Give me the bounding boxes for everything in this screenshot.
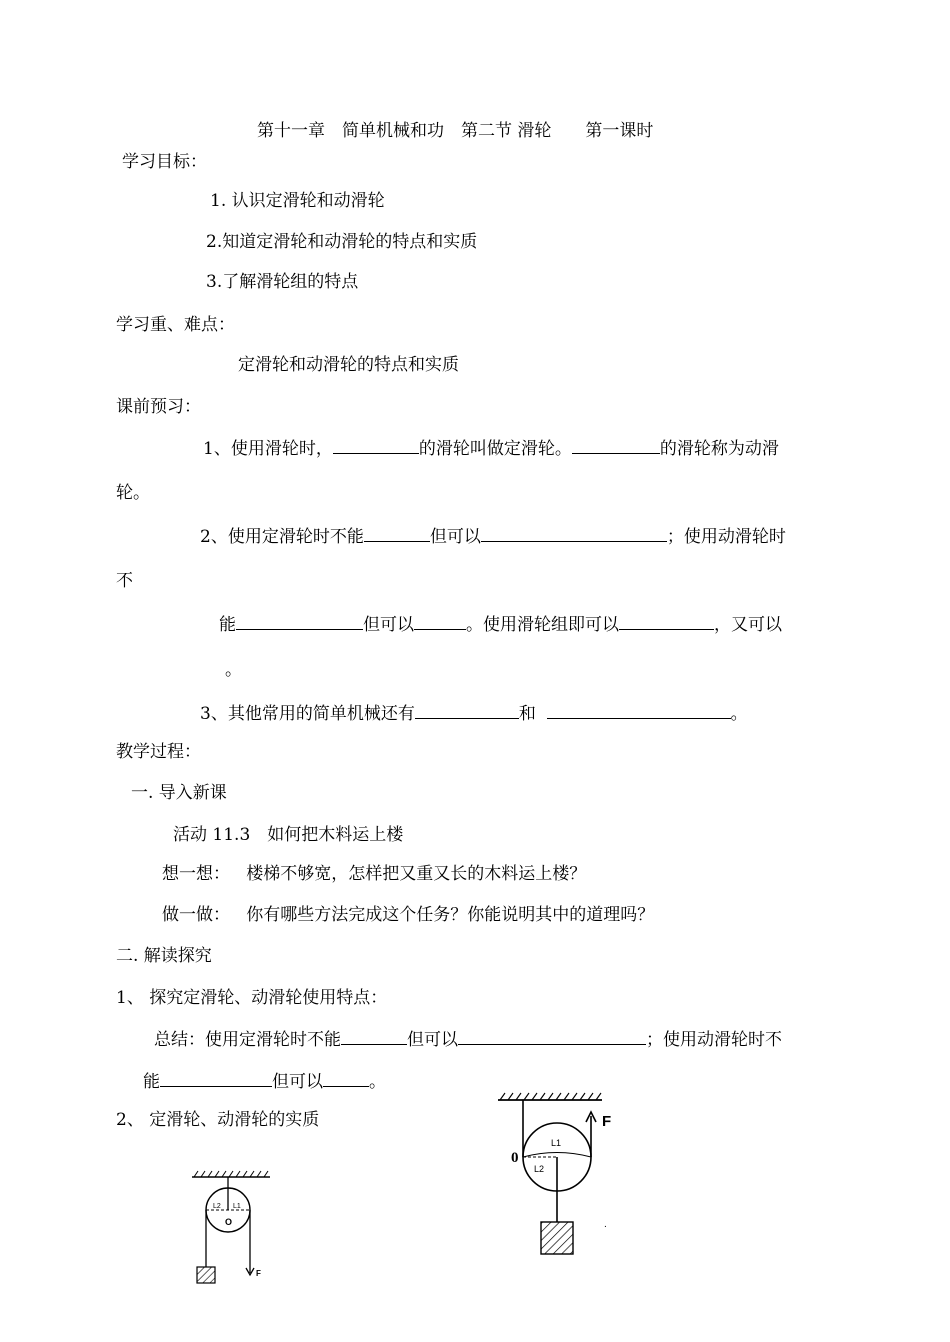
blank-field[interactable] <box>160 1070 272 1087</box>
do-text: 你有哪些方法完成这个任务？你能说明其中的道理吗？ <box>246 905 655 925</box>
blank-field[interactable] <box>236 613 363 630</box>
fixed-l2-label: L2 <box>213 1203 221 1210</box>
summary-text-e: 但可以 <box>272 1072 323 1092</box>
preview-q2-text-f: 但可以 <box>363 615 414 635</box>
blank-field[interactable] <box>458 1028 646 1045</box>
section-1-heading: 一. 导入新课 <box>131 783 227 803</box>
blank-field[interactable] <box>619 613 714 630</box>
preview-q2-tail: 不 <box>116 571 133 591</box>
objective-item-3: 3.了解滑轮组的特点 <box>206 272 359 292</box>
preview-q1-line <box>203 437 779 459</box>
key-points-text: 定滑轮和动滑轮的特点和实质 <box>238 355 459 375</box>
preview-q3-text-a: 3、其他常用的简单机械还有 <box>200 704 415 724</box>
page-title: 第十一章 简单机械和功 第二节 滑轮 第一课时 <box>257 121 654 141</box>
fixed-o-label: O <box>225 1217 233 1227</box>
fixed-pulley-diagram <box>188 1170 298 1300</box>
blank-field[interactable] <box>333 437 419 454</box>
summary-text-f: 。 <box>369 1072 386 1092</box>
movable-pulley-diagram <box>494 1092 634 1272</box>
lever-arm <box>523 1153 591 1158</box>
fixed-force-label: F <box>256 1269 261 1278</box>
preview-q2-text-h: ，又可以 <box>714 615 782 635</box>
objectives-heading: 学习目标： <box>122 152 207 172</box>
preview-q3-line <box>200 702 748 724</box>
blank-field[interactable] <box>414 613 466 630</box>
blank-field[interactable] <box>323 1070 369 1087</box>
blank-field[interactable] <box>481 525 667 542</box>
preview-q2-text-c: ；使用动滑轮时 <box>666 527 786 547</box>
think-label: 想一想： <box>162 864 230 884</box>
preview-q2-period: 。 <box>225 660 242 680</box>
fixed-l1-label: L1 <box>233 1203 241 1210</box>
preview-q2-line <box>200 525 786 547</box>
blank-field[interactable] <box>341 1028 407 1045</box>
explore-item-1: 1、 探究定滑轮、动滑轮使用特点： <box>116 988 388 1008</box>
explore-item-2: 2、 定滑轮、动滑轮的实质 <box>116 1110 320 1130</box>
summary-text-a: 总结：使用定滑轮时不能 <box>154 1030 341 1050</box>
preview-q1-tail: 轮。 <box>116 483 150 503</box>
objective-item-2: 2.知道定滑轮和动滑轮的特点和实质 <box>206 232 478 252</box>
preview-q1-text-b: 的滑轮叫做定滑轮。 <box>418 439 572 459</box>
preview-q3-text-c: 。 <box>730 704 748 724</box>
summary-line <box>154 1028 782 1050</box>
ceiling-hatch <box>194 1171 268 1177</box>
do-label: 做一做： <box>162 905 230 925</box>
think-text: 楼梯不够宽，怎样把又重又长的木料运上楼？ <box>246 864 587 884</box>
think-line <box>162 864 586 884</box>
preview-q2-text-b: 但可以 <box>429 527 481 547</box>
key-points-heading: 学习重、难点： <box>116 315 235 335</box>
preview-q2-text-e: 能 <box>219 615 236 635</box>
summary-text-d: 能 <box>143 1072 160 1092</box>
preview-q2-line2 <box>219 613 782 635</box>
preview-q3-text-b: 和 <box>518 704 536 724</box>
blank-field[interactable] <box>415 702 519 719</box>
do-line <box>162 905 654 925</box>
objective-item-1: 1. 认识定滑轮和动滑轮 <box>210 191 385 211</box>
summary-line2 <box>143 1070 386 1092</box>
activity-title: 活动 11.3 如何把木料运上楼 <box>173 825 404 845</box>
process-heading: 教学过程： <box>116 742 201 762</box>
blank-field[interactable] <box>364 525 430 542</box>
blank-field[interactable] <box>547 702 731 719</box>
preview-q2-text-a: 2、使用定滑轮时不能 <box>200 527 364 547</box>
preview-heading: 课前预习： <box>116 397 201 417</box>
section-2-heading: 二. 解读探究 <box>116 946 212 966</box>
preview-q1-text-a: 1、使用滑轮时， <box>203 439 333 459</box>
summary-text-b: 但可以 <box>407 1030 458 1050</box>
load-block <box>541 1222 573 1254</box>
movable-l1-label: L1 <box>551 1138 562 1148</box>
movable-force-label: F <box>602 1113 612 1130</box>
load-block <box>197 1267 215 1283</box>
stray-dot: . <box>604 1219 607 1230</box>
movable-l2-label: L2 <box>534 1164 545 1174</box>
preview-q2-text-g: 。使用滑轮组即可以 <box>466 615 619 635</box>
blank-field[interactable] <box>572 437 660 454</box>
preview-q1-text-c: 的滑轮称为动滑 <box>659 439 779 459</box>
summary-text-c: ；使用动滑轮时不 <box>646 1030 782 1050</box>
movable-o-label: 0 <box>511 1150 519 1166</box>
ceiling-hatch <box>500 1093 601 1100</box>
